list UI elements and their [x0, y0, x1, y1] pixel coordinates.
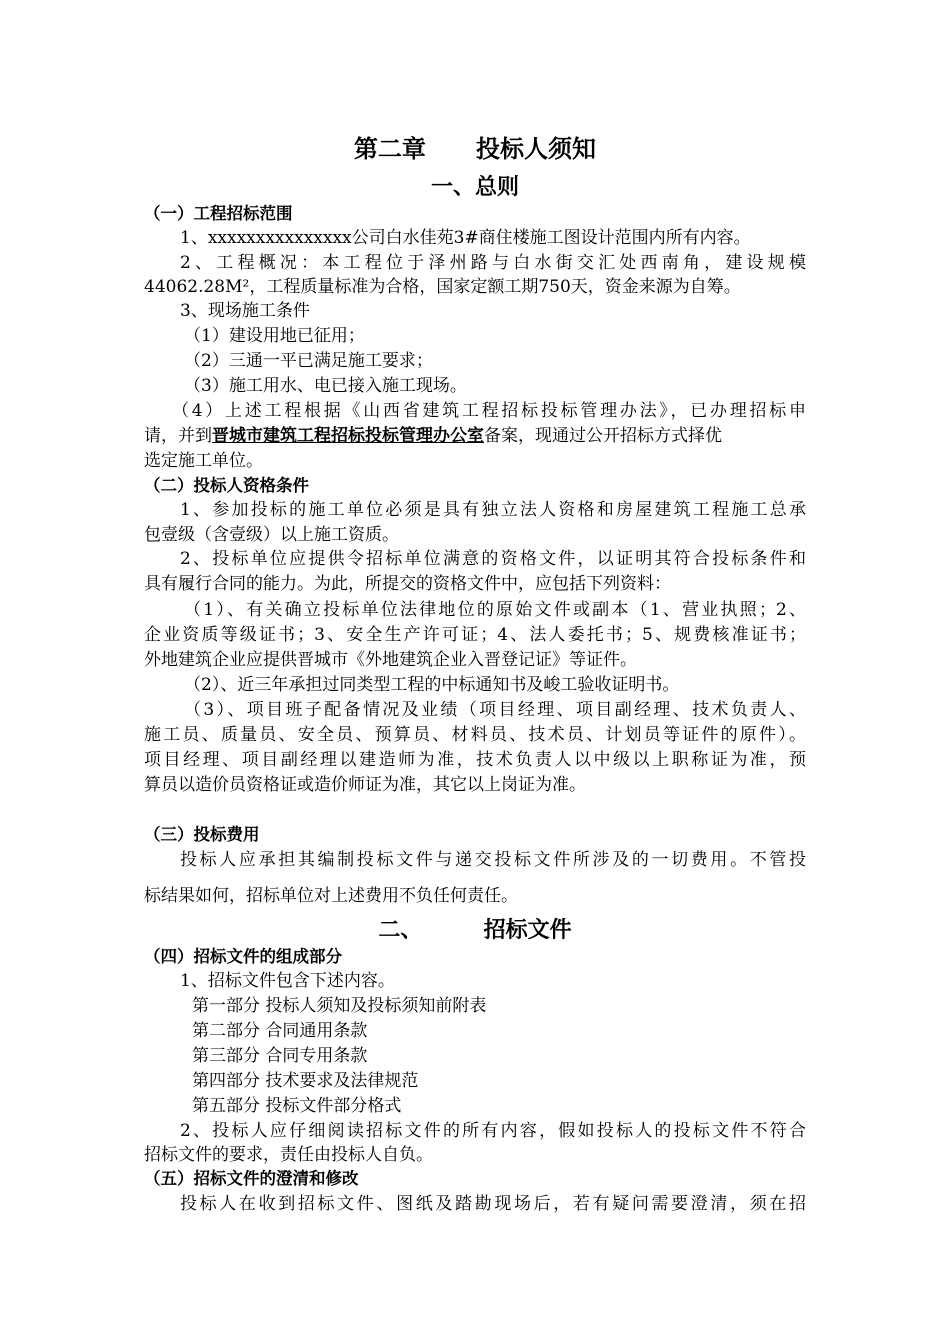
section-title-documents: 二、 招标文件: [378, 918, 572, 943]
paragraph: 1、招标文件包含下述内容。: [180, 971, 395, 991]
paragraph: 44062.28M²，工程质量标准为合格，国家定额工期750天，资金来源为自筹。: [144, 277, 741, 297]
paragraph: 2、工程概况：本工程位于泽州路与白水街交汇处西南角，建设规模: [180, 253, 806, 273]
list-item: 第五部分 投标文件部分格式: [192, 1096, 402, 1116]
list-item: 企业资质等级证书；3、安全生产许可证；4、法人委托书；5、规费核准证书；: [144, 625, 806, 645]
paragraph: 投标人在收到招标文件、图纸及踏勘现场后，若有疑问需要澄清，须在招: [180, 1194, 806, 1214]
list-item: （1）、有关确立投标单位法律地位的原始文件或副本（1、营业执照；2、: [184, 600, 806, 620]
heading-qualification: （二）投标人资格条件: [144, 476, 309, 495]
paragraph: 选定施工单位。: [144, 451, 263, 471]
paragraph: 2、投标单位应提供令招标单位满意的资格文件，以证明其符合投标条件和: [180, 549, 806, 569]
list-item: （3）、项目班子配备情况及业绩（项目经理、项目副经理、技术负责人、: [184, 700, 806, 720]
list-item: 第二部分 合同通用条款: [192, 1021, 368, 1041]
paragraph: 具有履行合同的能力。为此，所提交的资格文件中，应包括下列资料：: [144, 574, 671, 594]
list-item: （2）、近三年承担过同类型工程的中标通知书及峻工验收证明书。: [184, 675, 680, 695]
heading-composition: （四）招标文件的组成部分: [144, 947, 342, 966]
heading-scope: （一）工程招标范围: [144, 204, 293, 223]
text: 备案，现通过公开招标方式择优: [484, 426, 722, 446]
heading-cost: （三）投标费用: [144, 825, 260, 844]
paragraph: 投标人应承担其编制投标文件与递交投标文件所涉及的一切费用。不管投: [180, 850, 806, 870]
section-title-general: 一、总则: [430, 175, 519, 200]
paragraph: 标结果如何，招标单位对上述费用不负任何责任。: [144, 886, 518, 906]
text: 请，并到: [144, 426, 212, 446]
list-item: 第四部分 技术要求及法律规范: [192, 1071, 419, 1091]
list-item: 第三部分 合同专用条款: [192, 1046, 368, 1066]
office-link[interactable]: 晋城市建筑工程招标投标管理办公室: [212, 426, 484, 446]
chapter-title: 第二章 投标人须知: [353, 135, 597, 163]
paragraph: [144, 424, 722, 448]
list-item: （3）施工用水、电已接入施工现场。: [184, 376, 467, 396]
list-item: 第一部分 投标人须知及投标须知前附表: [192, 996, 487, 1016]
list-item: （4）上述工程根据《山西省建筑工程招标投标管理办法》，已办理招标申: [172, 401, 806, 421]
list-item: 施工员、质量员、安全员、预算员、材料员、技术员、计划员等证件的原件）。: [144, 725, 806, 745]
paragraph: 3、现场施工条件: [180, 301, 310, 321]
heading-clarification: （五）招标文件的澄清和修改: [144, 1169, 359, 1188]
paragraph: 包壹级（含壹级）以上施工资质。: [144, 525, 399, 545]
list-item: 外地建筑企业应提供晋城市《外地建筑企业入晋登记证》等证件。: [144, 650, 637, 670]
paragraph: 1、xxxxxxxxxxxxxxx公司白水佳苑3#商住楼施工图设计范围内所有内容。: [180, 228, 751, 248]
paragraph: 招标文件的要求，责任由投标人自负。: [144, 1145, 433, 1165]
list-item: 算员以造价员资格证或造价师证为准，其它以上岗证为准。: [144, 775, 586, 795]
paragraph: 2、投标人应仔细阅读招标文件的所有内容，假如投标人的投标文件不符合: [180, 1121, 806, 1141]
paragraph: 1、参加投标的施工单位必须是具有独立法人资格和房屋建筑工程施工总承: [180, 500, 806, 520]
list-item: （1）建设用地已征用；: [184, 326, 365, 346]
list-item: 项目经理、项目副经理以建造师为准，技术负责人以中级以上职称证为准，预: [144, 750, 806, 770]
list-item: （2）三通一平已满足施工要求；: [184, 351, 433, 371]
